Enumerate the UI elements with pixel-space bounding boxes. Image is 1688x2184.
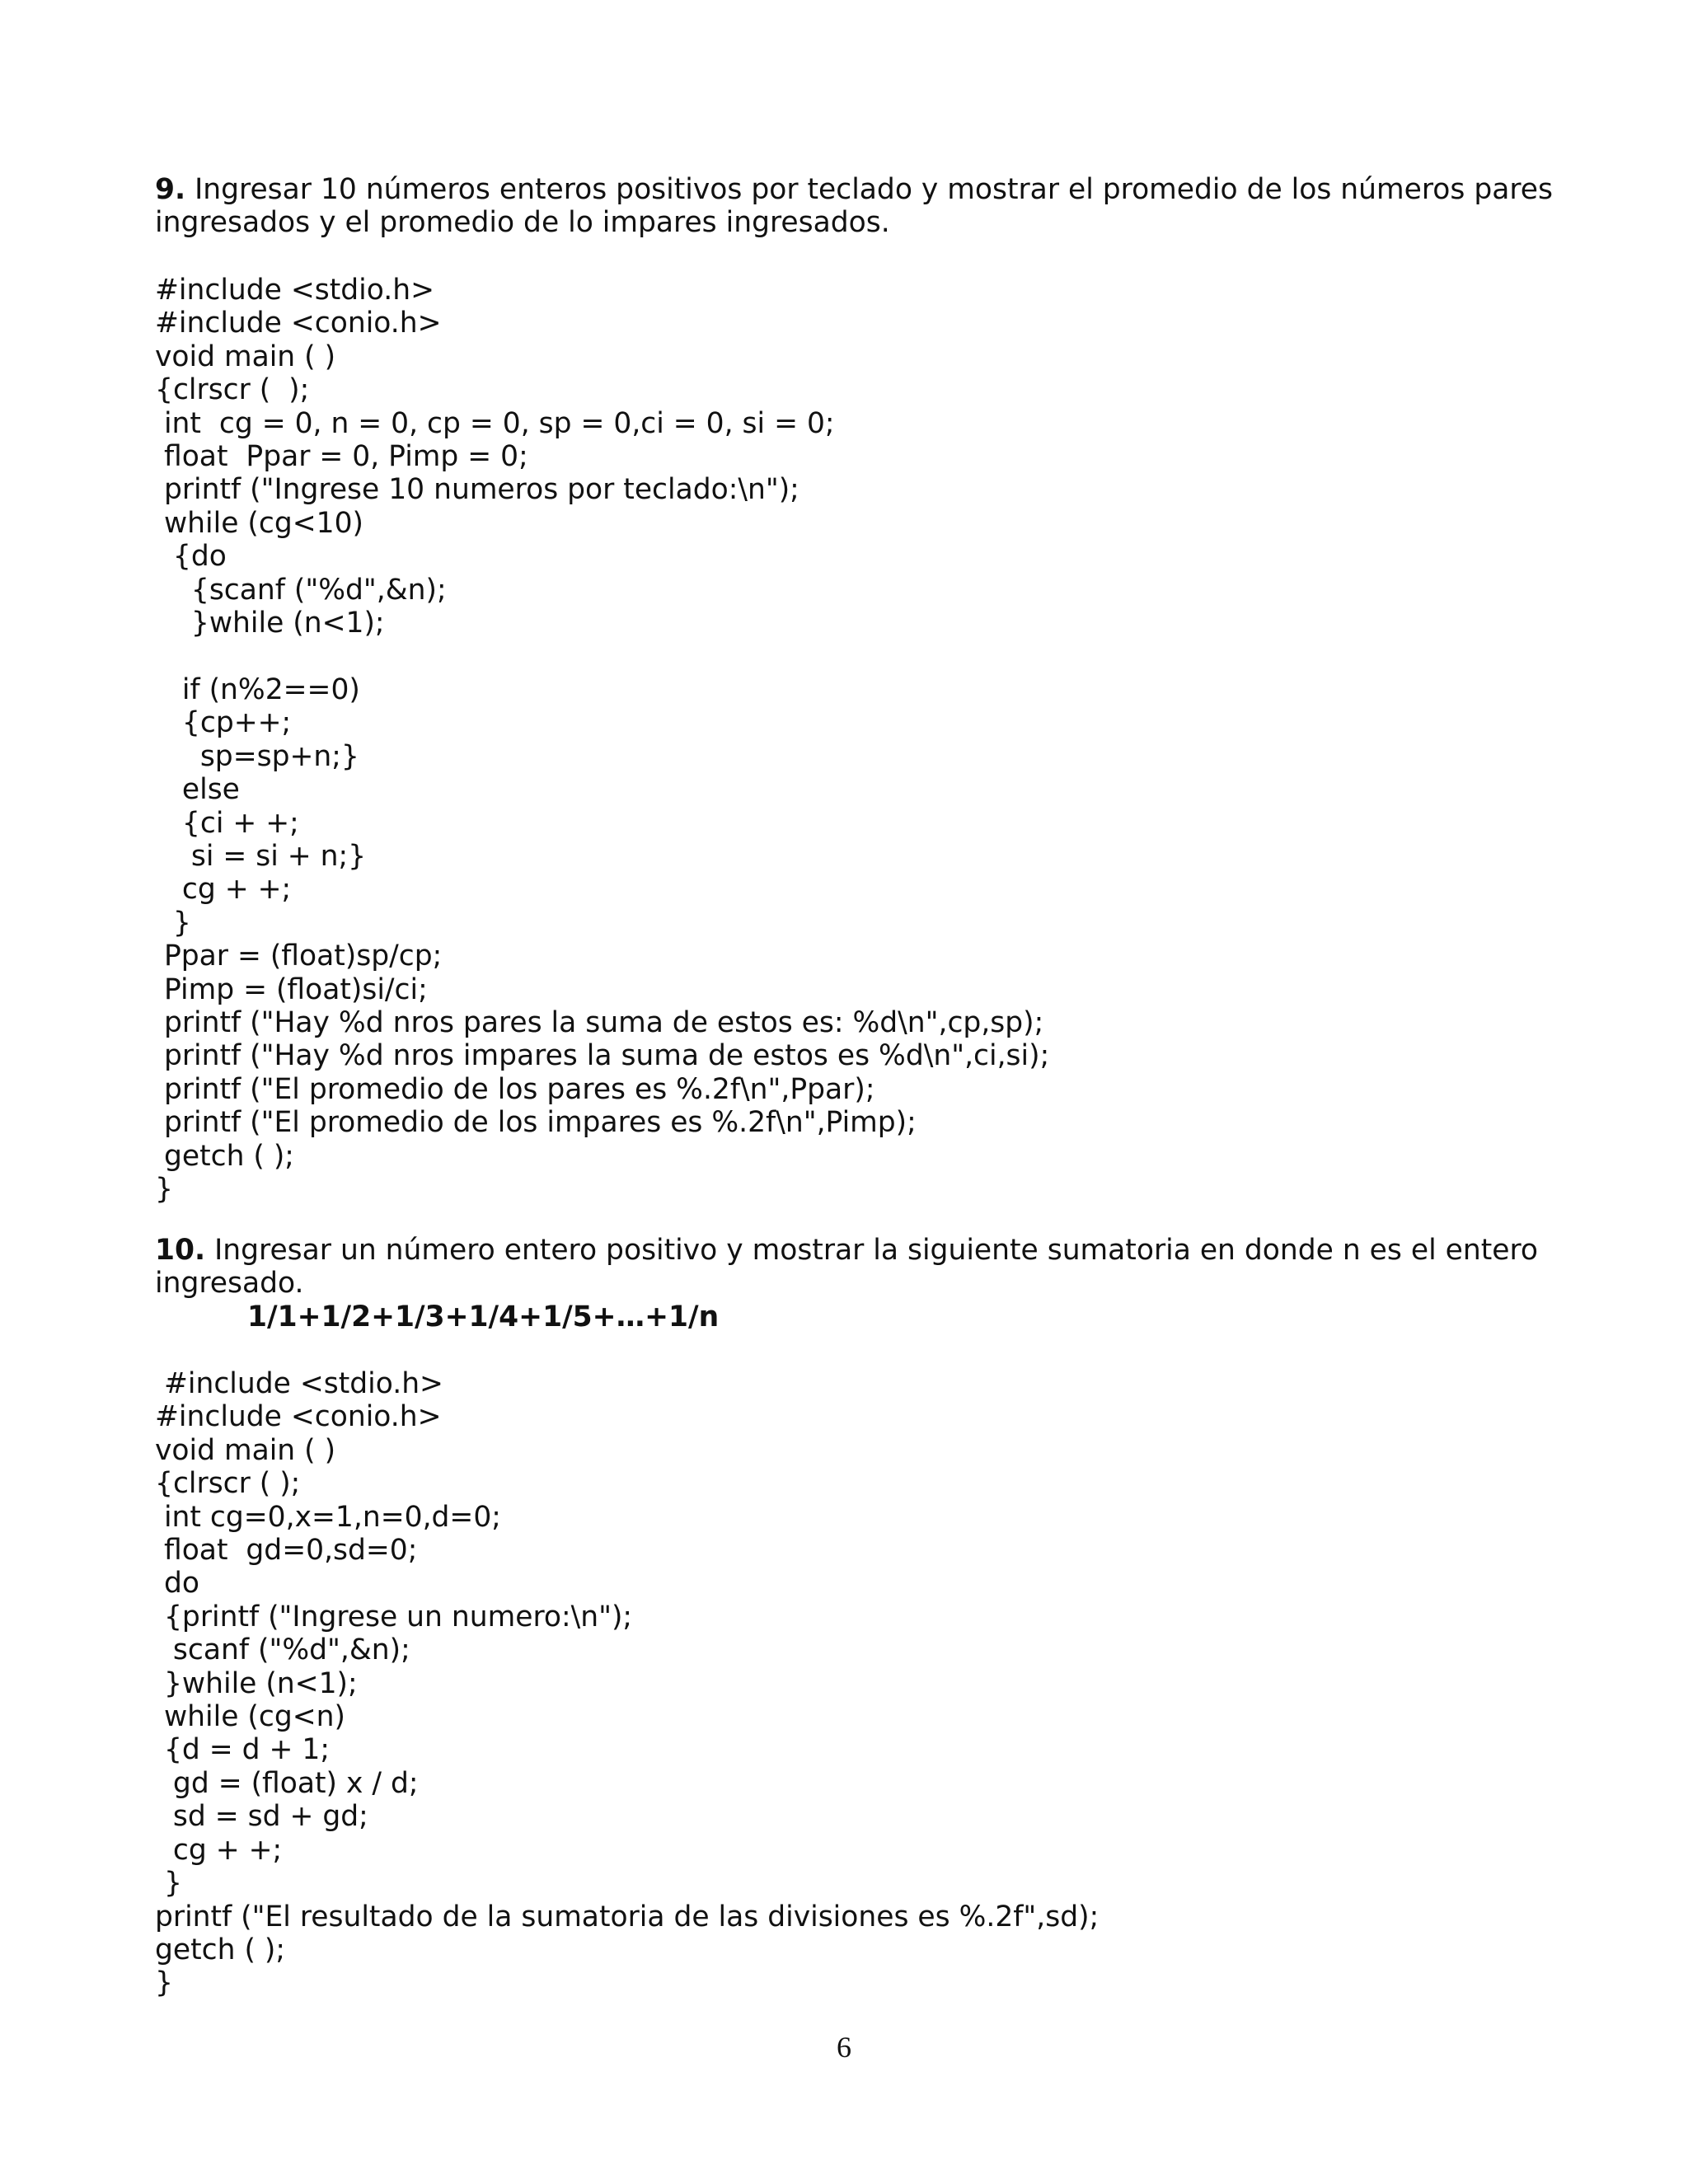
problem-9-code: #include <stdio.h> #include <conio.h> void main ( ) {clrscr ( ); int cg = 0, n = 0, cp = 0, sp = 0,ci = 0, si = 0; float Ppar = 0, Pimp = 0; printf ("Ingrese 10 numeros por teclado:\n"); while (cg<10) {do {scanf ("%d",&n); }while (n<1); if (n%2==0) {cp++; sp=sp+n;} else {ci + +; si = si + n;} cg + +; } Ppar = (float)sp/cp; Pimp = (float)si/ci; printf ("Hay %d nros pares la suma de estos es: %d\n",cp,sp); printf ("Hay %d nros impares la suma de estos es %d\n",ci,si); printf ("El promedio de los pares es %.2f\n",Ppar); printf ("El promedio de los impares es %.2f\n",Pimp); getch ( ); } [155,274,1050,1206]
problem-10-code: #include <stdio.h> #include <conio.h> void main ( ) {clrscr ( ); int cg=0,x=1,n=0,d=0; float gd=0,sd=0; do {printf ("Ingrese un numero:\n"); scanf ("%d",&n); }while (n<1); while (cg<n) {d = d + 1; gd = (float) x / d; sd = sd + gd; cg + +; } printf ("El resultado de la sumatoria de las divisiones es %.2f",sd); getch ( ); } [155,1367,1100,2000]
page-number: 6 [837,2031,851,2064]
problem-10-number: 10. [155,1234,206,1267]
problem-9-text: Ingresar 10 números enteros positivos por teclado y mostrar el promedio de los números pares ingresados y el promedio de lo impares ingresados. [155,173,1554,239]
problem-9-statement [155,173,1556,239]
problem-10-text: Ingresar un número entero positivo y mostrar la siguiente sumatoria en donde n es el entero ingresado. [155,1234,1538,1300]
problem-9-number: 9. [155,173,186,206]
summation-formula: 1/1+1/2+1/3+1/4+1/5+…+1/n [247,1301,720,1333]
problem-10-statement [155,1234,1556,1300]
